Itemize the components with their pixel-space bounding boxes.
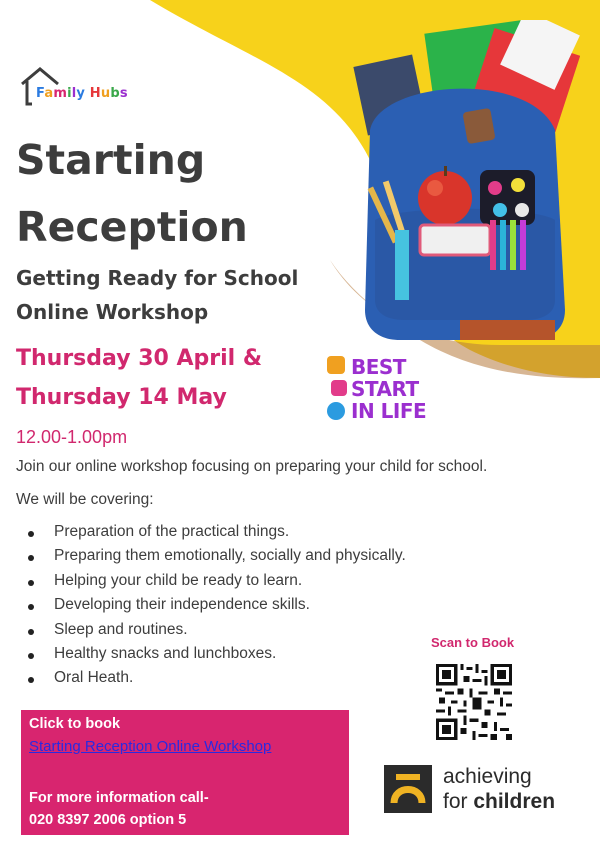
school-backpack-image — [340, 20, 580, 350]
booking-info-box — [21, 710, 349, 835]
date-line-1: Thursday 30 April & — [16, 346, 263, 371]
list-item: Preparing them emotionally, socially and physically. — [24, 547, 406, 571]
phone-number: 020 8397 2006 option 5 — [29, 812, 187, 828]
covering-label: We will be covering: — [16, 491, 154, 508]
list-item: Developing their independence skills. — [24, 596, 406, 620]
list-item: Healthy snacks and lunchboxes. — [24, 645, 406, 669]
title-line-2: Reception — [16, 203, 248, 251]
list-item: Preparation of the practical things. — [24, 523, 406, 547]
scan-to-book-label: Scan to Book — [431, 635, 515, 650]
orange-square-icon — [327, 356, 345, 374]
best-start-line-3: IN LIFE — [351, 399, 427, 423]
blue-circle-icon — [327, 402, 345, 420]
family-hubs-logo — [20, 66, 140, 110]
achieving-for-children-icon — [384, 765, 432, 813]
list-item: Sleep and routines. — [24, 621, 406, 645]
more-info-label: For more information call- — [29, 790, 209, 806]
children-word: children — [473, 790, 556, 813]
list-item: Oral Heath. — [24, 669, 406, 693]
subtitle-line-1: Getting Ready for School — [16, 266, 299, 290]
best-start-line-1: BEST — [351, 355, 406, 379]
pink-square-icon — [331, 380, 347, 396]
subtitle-line-2: Online Workshop — [16, 300, 209, 324]
title-line-1: Starting — [16, 136, 206, 184]
covering-list — [24, 523, 406, 694]
qr-code[interactable] — [436, 664, 512, 740]
for-children-text — [443, 790, 555, 814]
booking-link[interactable]: Starting Reception Online Workshop — [29, 738, 272, 755]
list-item: Helping your child be ready to learn. — [24, 572, 406, 596]
achieving-text: achieving — [443, 765, 532, 788]
best-start-line-2: START — [351, 377, 419, 401]
date-line-2: Thursday 14 May — [16, 385, 227, 410]
for-word: for — [443, 790, 474, 813]
intro-paragraph: Join our online workshop focusing on preparing your child for school. — [16, 458, 488, 475]
click-to-book-label: Click to book — [29, 716, 121, 732]
best-start-in-life-logo — [327, 354, 437, 428]
family-hubs-logo-text: Family Hubs — [36, 86, 128, 101]
workshop-time: 12.00-1.00pm — [16, 427, 128, 447]
